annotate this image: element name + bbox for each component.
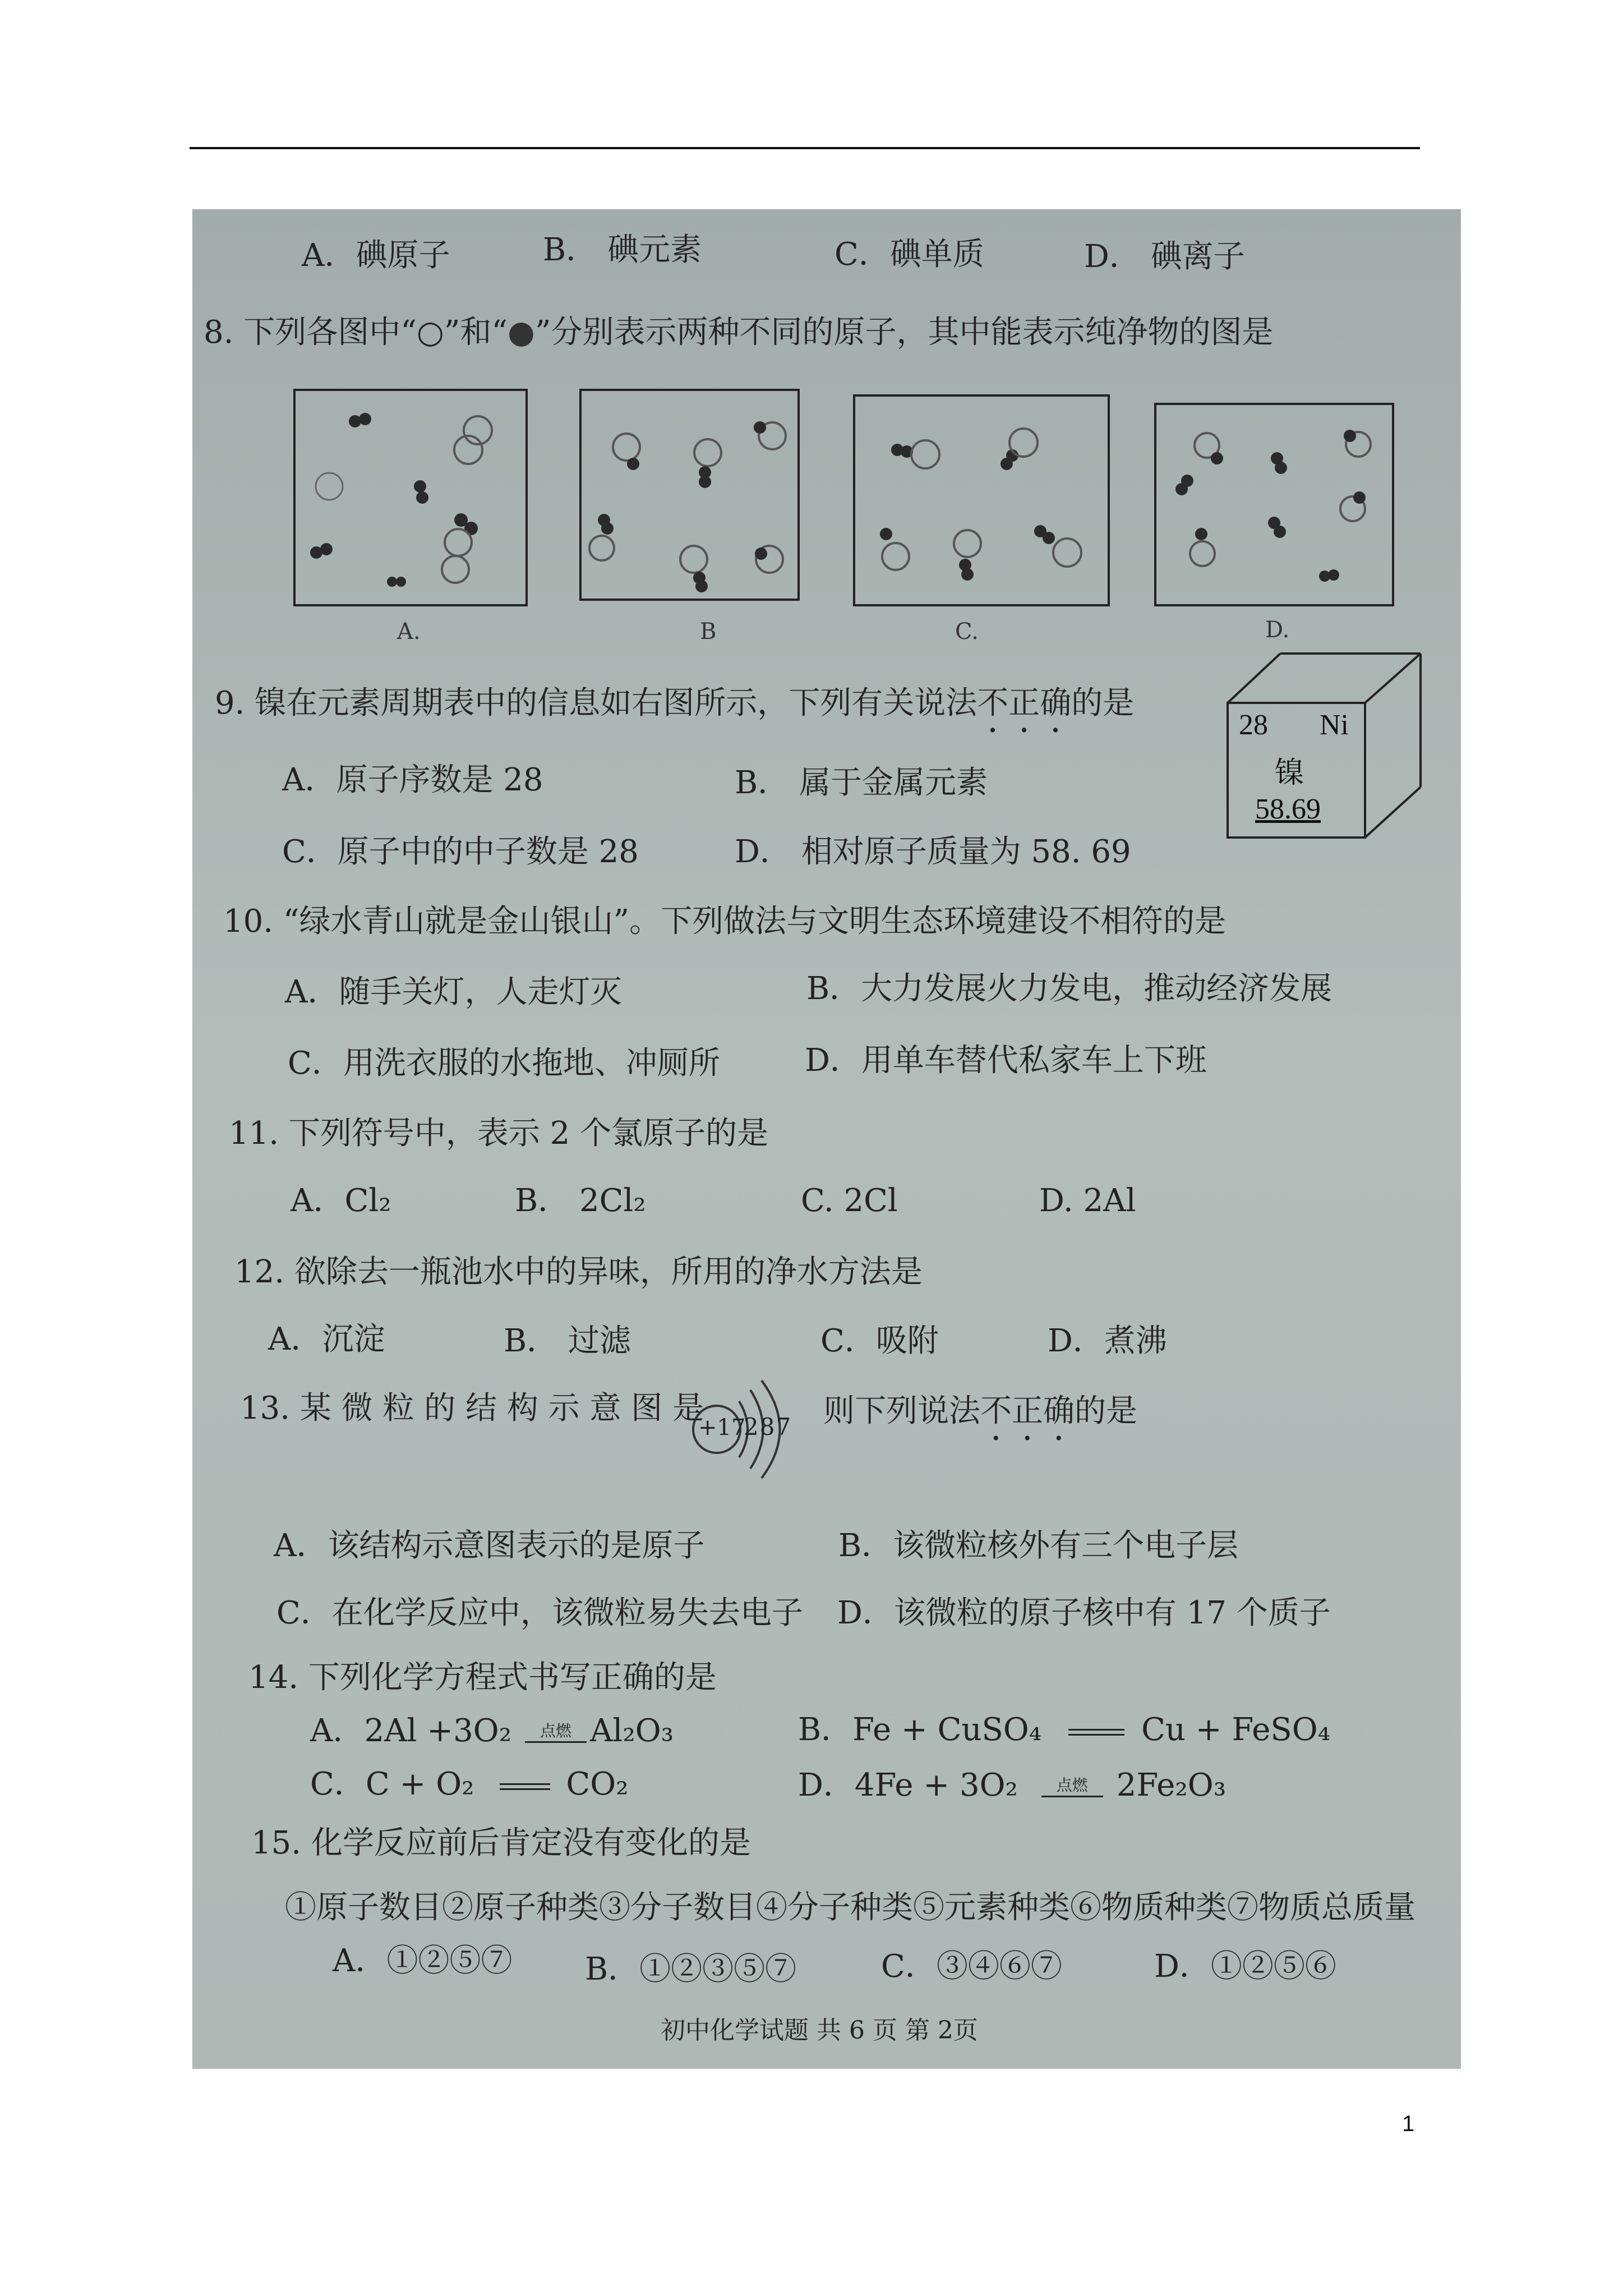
q12-stem: 12. 欲除去一瓶池水中的异味，所用的净水方法是 [234,1254,923,1290]
q15-option-b: B．①②③⑤⑦ [585,1951,797,1987]
q13-stem-tail: 则下列说法不正确的是 [823,1393,1137,1429]
header-rule [190,147,1420,149]
q10-option-a: A．随手关灯，人走灯灭 [285,974,622,1010]
shell-electrons: 287 [744,1413,792,1441]
q15-items: ①原子数目②原子种类③分子数目④分子种类⑤元素种类⑥物质种类⑦物质总质量 [285,1889,1415,1926]
q7-option-d: D． 碘离子 [1084,238,1245,275]
q10-option-d: D．用单车替代私家车上下班 [805,1042,1207,1079]
q10-stem: 10. “绿水青山就是金山银山”。下列做法与文明生态环境建设不相符的是 [223,903,1227,940]
q11-stem: 11. 下列符号中，表示 2 个氯原子的是 [229,1115,769,1152]
q13-option-c: C．在化学反应中，该微粒易失去电子 [276,1595,803,1631]
q13-option-a: A．该结构示意图表示的是原子 [274,1527,705,1564]
q13-stem: 13. 某 微 粒 的 结 构 示 意 图 是 [240,1390,704,1427]
element-symbol: Ni [1320,709,1349,741]
element-name: 镍 [1275,757,1304,789]
q11-option-d: D. 2Al [1039,1182,1136,1219]
q14-option-d: D．4Fe + 3O₂ 点燃 2Fe₂O₃ [798,1767,1227,1803]
exam-footer: 初中化学试题 共 6 页 第 2页 [661,2016,978,2045]
q15-stem: 15. 化学反应前后肯定没有变化的是 [251,1825,751,1861]
reaction-arrow: 点燃 [1041,1778,1103,1797]
reaction-arrow: 点燃 [525,1723,587,1743]
q10-option-b: B．大力发展火力发电，推动经济发展 [806,970,1332,1007]
exam-photo [192,209,1461,2069]
q9-option-d: D． 相对原子质量为 58. 69 [735,834,1131,870]
q8-diagram-d [1154,403,1394,606]
q11-option-a: A．Cl₂ [291,1182,391,1219]
molecule-diagram-b [582,391,797,599]
q7-option-b: B． 碘元素 [543,232,702,268]
nickel-element-card [1224,652,1432,843]
q14-stem: 14. 下列化学方程式书写正确的是 [248,1659,717,1696]
q8-caption-c: C. [955,619,979,645]
q15-option-a: A．①②⑤⑦ [333,1943,513,1979]
q8-diagram-a [293,389,528,606]
molecule-diagram-d [1156,405,1392,604]
q9-option-b: B． 属于金属元素 [735,765,988,801]
equals-sign [500,1783,550,1790]
q15-option-d: D．①②⑤⑥ [1154,1948,1336,1985]
equals-sign [1068,1729,1124,1736]
q8-diagram-b [579,389,800,601]
q7-option-a: A．碘原子 [302,237,450,274]
q8-caption-a: A. [397,619,421,645]
q15-option-c: C．③④⑥⑦ [881,1948,1062,1985]
q14-option-a: A．2Al +3O₂ 点燃 Al₂O₃ [310,1713,674,1749]
atom-structure-diagram [686,1365,815,1494]
q12-option-c: C．吸附 [820,1323,939,1359]
atomic-mass: 58.69 [1255,793,1321,825]
open-atom-symbol: ○ [416,314,444,351]
q11-option-b: B． 2Cl₂ [515,1182,646,1219]
q12-option-d: D．煮沸 [1048,1323,1167,1359]
q9-option-c: C．原子中的中子数是 28 [282,834,639,870]
q8-stem: 8. 下列各图中“○”和“●”分别表示两种不同的原子，其中能表示纯净物的图是 [204,314,1274,351]
q11-option-c: C. 2Cl [801,1182,898,1219]
q14-option-c: C．C + O₂ CO₂ [310,1766,629,1802]
nucleus-charge: +17 [698,1415,746,1441]
q10-option-c: C．用洗衣服的水拖地、冲厕所 [288,1045,720,1082]
filled-atom-symbol: ● [508,314,535,351]
q13-option-b: B．该微粒核外有三个电子层 [838,1527,1239,1564]
q8-caption-d: D. [1265,617,1290,643]
page-number: 1 [1402,2111,1415,2136]
q9-stem: 9. 镍在元素周期表中的信息如右图所示，下列有关说法不正确的是 [215,685,1135,721]
q12-option-b: B． 过滤 [504,1323,631,1359]
q8-caption-b: B [700,619,717,645]
molecule-diagram-c [855,397,1108,604]
q14-option-b: B．Fe + CuSO₄ Cu + FeSO₄ [798,1711,1331,1748]
molecule-diagram-a [296,391,525,604]
q9-option-a: A．原子序数是 28 [282,762,543,798]
q13-option-d: D．该微粒的原子核中有 17 个质子 [837,1595,1331,1631]
atomic-number: 28 [1239,709,1268,741]
q8-diagram-c [853,394,1110,606]
q7-option-c: C．碘单质 [834,236,984,273]
q12-option-a: A．沉淀 [268,1321,385,1358]
